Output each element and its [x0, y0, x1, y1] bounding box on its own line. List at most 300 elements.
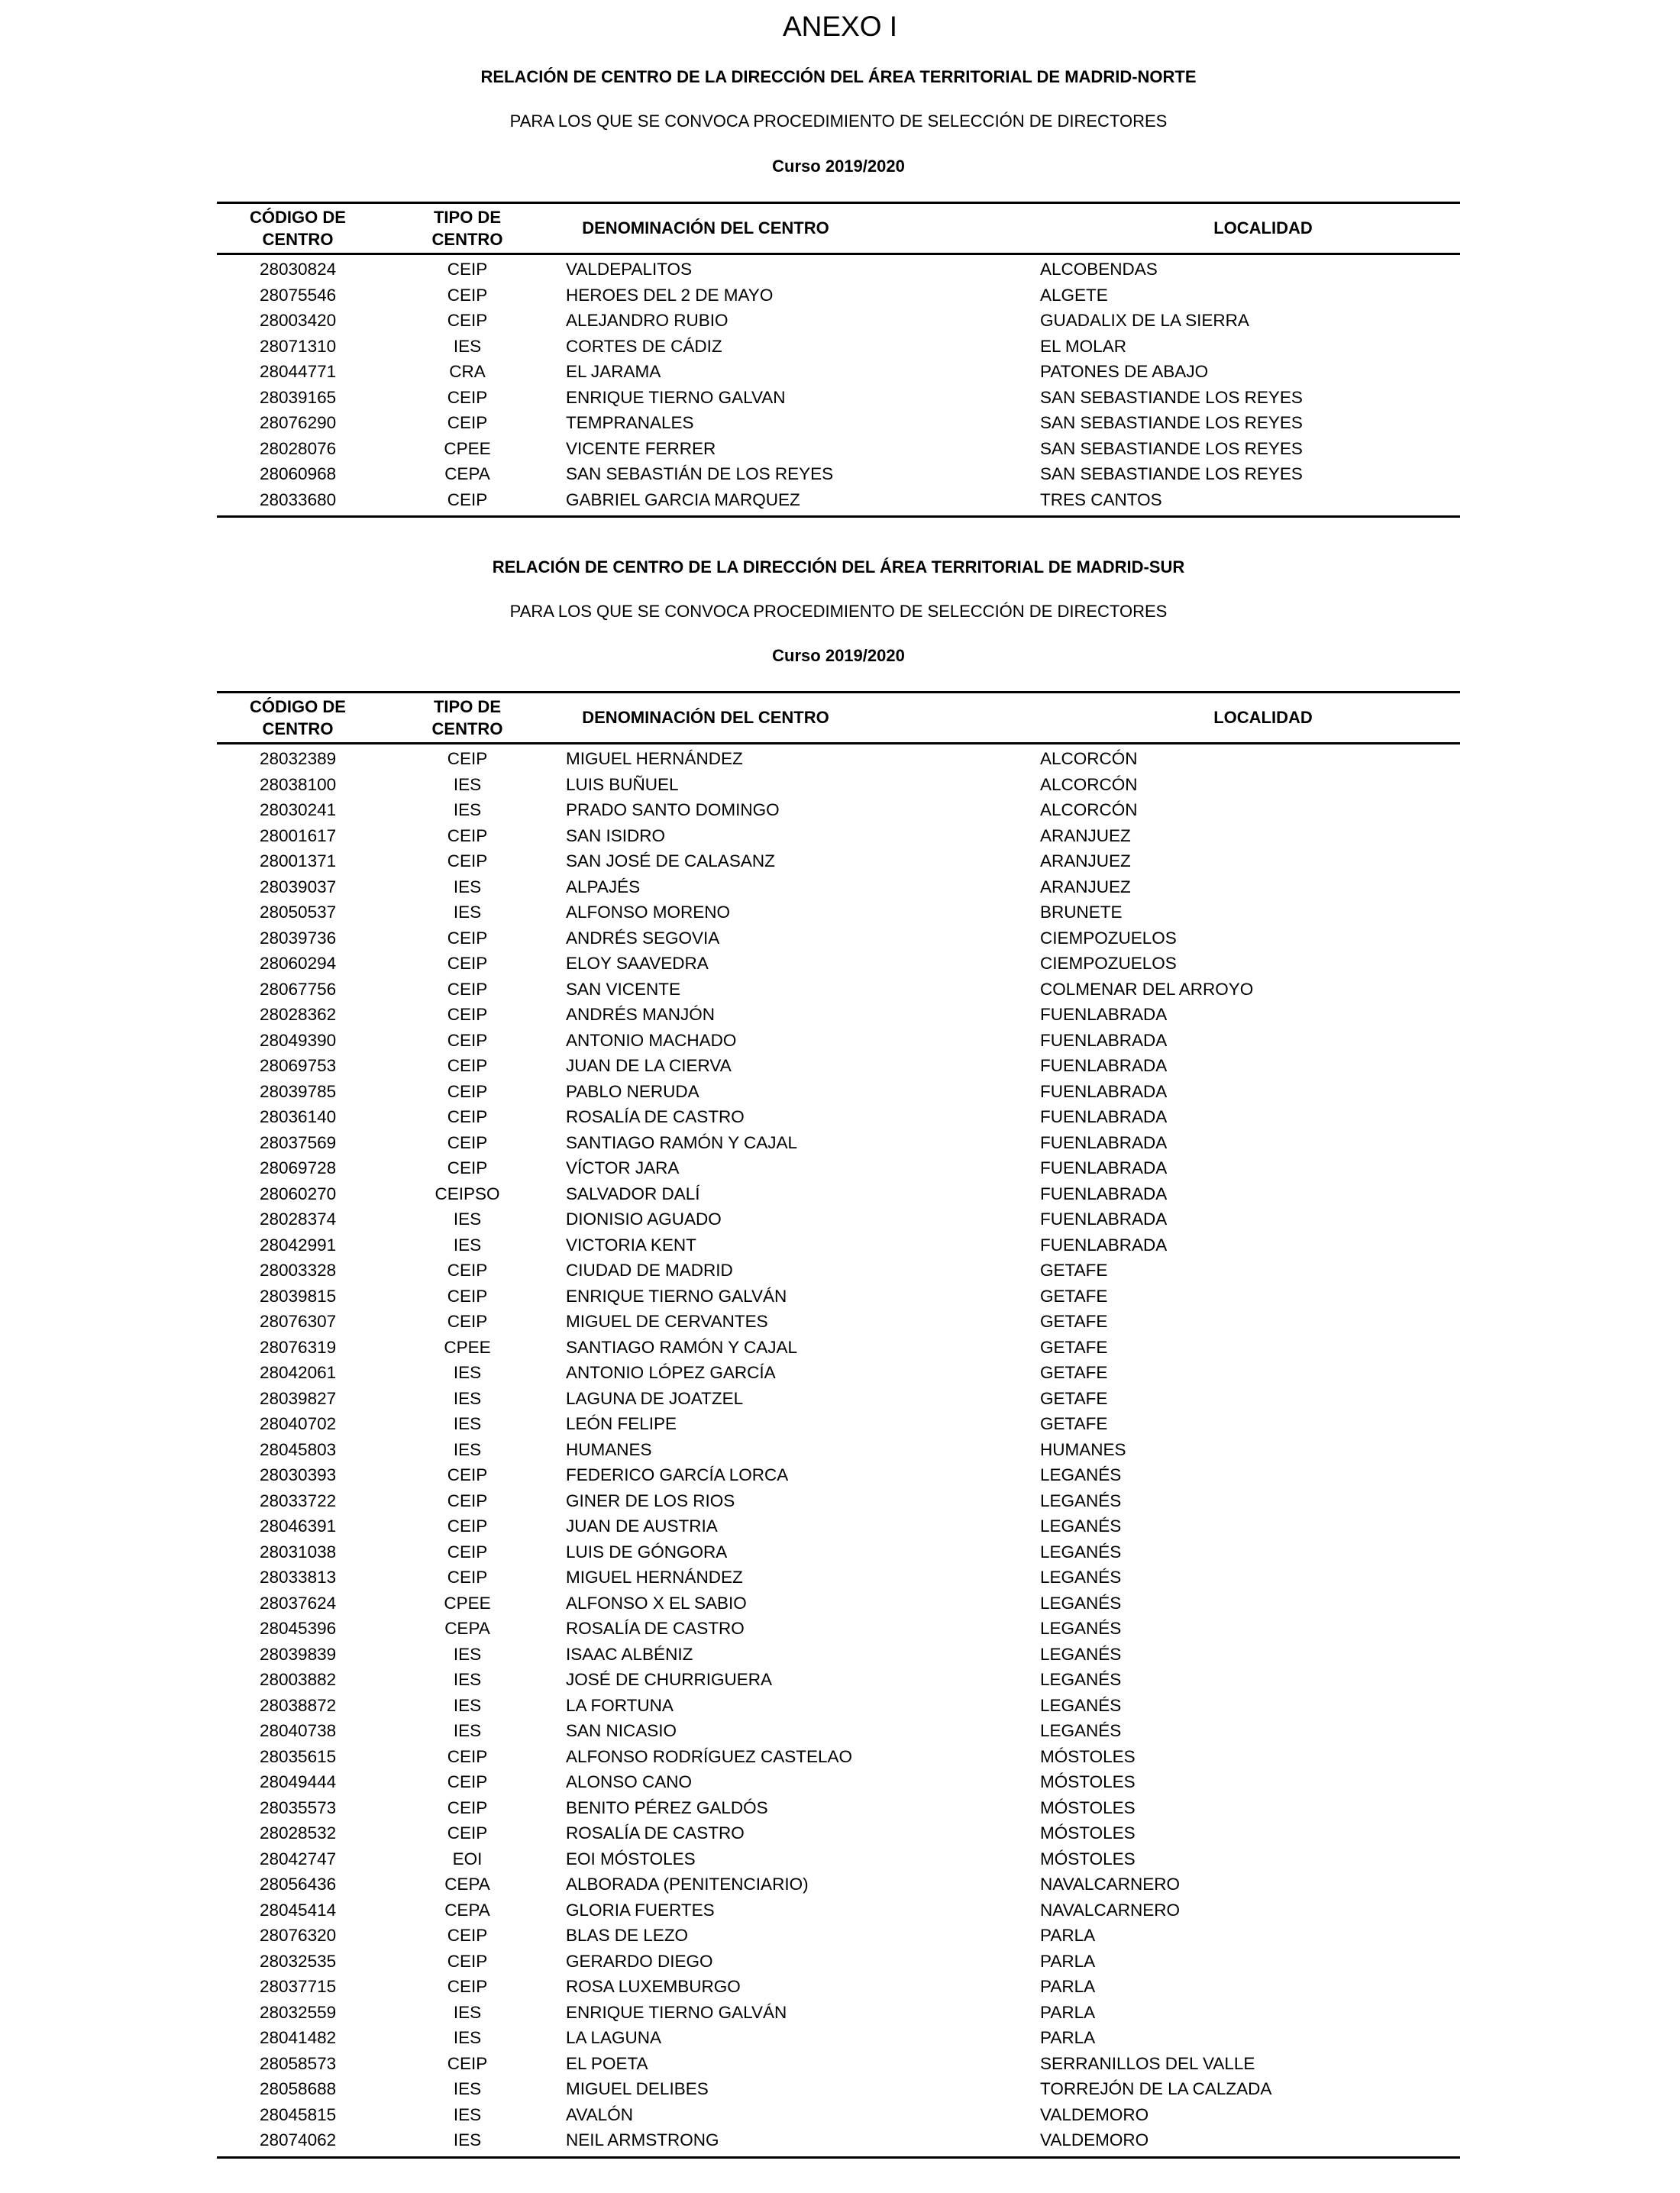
- cell-localidad: LEGANÉS: [1040, 1465, 1122, 1484]
- cell-localidad: ALGETE: [1040, 285, 1108, 305]
- cell-denominacion: HUMANES: [566, 1439, 652, 1459]
- table-row: [217, 334, 1460, 360]
- cell-tipo: CEIP: [447, 1542, 488, 1562]
- cell-denominacion: ENRIQUE TIERNO GALVAN: [566, 387, 786, 407]
- table-row: [217, 359, 1460, 385]
- cell-localidad: LEGANÉS: [1040, 1670, 1122, 1689]
- table-row: [217, 308, 1460, 334]
- table-row: [217, 385, 1460, 411]
- cell-tipo: CEIP: [447, 1951, 488, 1971]
- cell-codigo: 28039839: [260, 1644, 337, 1664]
- cell-codigo: 28032535: [260, 1951, 337, 1971]
- cell-denominacion: MIGUEL DE CERVANTES: [566, 1312, 768, 1331]
- table-row: [217, 1104, 1460, 1130]
- cell-tipo: IES: [453, 336, 482, 356]
- cell-localidad: ALCORCÓN: [1040, 774, 1138, 794]
- cell-denominacion: EL JARAMA: [566, 362, 661, 381]
- cell-codigo: 28049390: [260, 1030, 337, 1050]
- cell-tipo: IES: [453, 1414, 482, 1433]
- cell-codigo: 28074062: [260, 2130, 337, 2149]
- table-row: [217, 461, 1460, 487]
- cell-denominacion: ALFONSO RODRÍGUEZ CASTELAO: [566, 1746, 853, 1766]
- cell-denominacion: SAN ISIDRO: [566, 825, 666, 845]
- cell-localidad: COLMENAR DEL ARROYO: [1040, 979, 1254, 999]
- cell-tipo: CEIP: [447, 1286, 488, 1306]
- cell-denominacion: GINER DE LOS RIOS: [566, 1491, 735, 1510]
- cell-localidad: LEGANÉS: [1040, 1568, 1122, 1587]
- cell-codigo: 28003882: [260, 1670, 337, 1689]
- cell-localidad: GETAFE: [1040, 1388, 1108, 1408]
- cell-localidad: PARLA: [1040, 1977, 1096, 1996]
- cell-codigo: 28069753: [260, 1056, 337, 1075]
- cell-tipo: CEIP: [447, 2053, 488, 2073]
- centers-table-sur: [217, 691, 1460, 2159]
- cell-denominacion: ALONSO CANO: [566, 1772, 693, 1791]
- col-header-tipo: [414, 206, 521, 250]
- cell-codigo: 28039037: [260, 877, 337, 896]
- header-line: CENTRO: [431, 230, 503, 249]
- cell-localidad: ALCORCÓN: [1040, 749, 1138, 768]
- table-body: [217, 255, 1460, 515]
- cell-denominacion: SAN JOSÉ DE CALASANZ: [566, 851, 775, 870]
- table-body: [217, 744, 1460, 2156]
- cell-denominacion: JUAN DE LA CIERVA: [566, 1056, 732, 1075]
- cell-denominacion: SAN VICENTE: [566, 979, 681, 999]
- cell-codigo: 28071310: [260, 336, 337, 356]
- cell-localidad: GETAFE: [1040, 1261, 1108, 1280]
- table-row: [217, 1591, 1460, 1616]
- table-row: [217, 1616, 1460, 1642]
- cell-tipo: IES: [453, 1363, 482, 1382]
- table-row: [217, 977, 1460, 1003]
- cell-codigo: 28040738: [260, 1721, 337, 1740]
- cell-tipo: IES: [453, 903, 482, 922]
- cell-localidad: FUENLABRADA: [1040, 1235, 1168, 1255]
- cell-codigo: 28001371: [260, 851, 337, 870]
- cell-tipo: CEIPSO: [435, 1184, 500, 1203]
- table-row: [217, 1284, 1460, 1310]
- cell-denominacion: ALFONSO MORENO: [566, 903, 731, 922]
- cell-codigo: 28028532: [260, 1823, 337, 1843]
- section-subtitle: PARA LOS QUE SE CONVOCA PROCEDIMIENTO DE SELECCIÓN DE DIRECTORES: [509, 602, 1168, 621]
- cell-codigo: 28028374: [260, 1210, 337, 1229]
- cell-codigo: 28045396: [260, 1619, 337, 1638]
- table-row: [217, 436, 1460, 462]
- table-row: [217, 1462, 1460, 1488]
- cell-denominacion: ROSALÍA DE CASTRO: [566, 1823, 745, 1843]
- cell-tipo: CEIP: [447, 285, 488, 305]
- cell-localidad: PARLA: [1040, 2028, 1096, 2047]
- table-row: [217, 1386, 1460, 1412]
- section-heading: RELACIÓN DE CENTRO DE LA DIRECCIÓN DEL ÁREA TERRITORIAL DE MADRID-SUR: [492, 557, 1185, 577]
- table-row: [217, 1028, 1460, 1054]
- cell-denominacion: SANTIAGO RAMÓN Y CAJAL: [566, 1132, 797, 1152]
- col-header-denominacion: DENOMINACIÓN DEL CENTRO: [582, 218, 829, 237]
- cell-localidad: FUENLABRADA: [1040, 1056, 1168, 1075]
- cell-localidad: PARLA: [1040, 2002, 1096, 2022]
- cell-localidad: NAVALCARNERO: [1040, 1875, 1180, 1894]
- cell-localidad: ARANJUEZ: [1040, 825, 1131, 845]
- col-header-codigo: [244, 696, 351, 740]
- cell-denominacion: LAGUNA DE JOATZEL: [566, 1388, 744, 1408]
- cell-localidad: LEGANÉS: [1040, 1644, 1122, 1664]
- cell-localidad: TRES CANTOS: [1040, 489, 1162, 509]
- cell-codigo: 28069728: [260, 1158, 337, 1177]
- cell-denominacion: ALEJANDRO RUBIO: [566, 311, 729, 330]
- cell-tipo: CRA: [449, 362, 486, 381]
- cell-localidad: GETAFE: [1040, 1363, 1108, 1382]
- table-row: [217, 1974, 1460, 2000]
- cell-tipo: IES: [453, 1210, 482, 1229]
- cell-tipo: CEIP: [447, 1823, 488, 1843]
- table-row: [217, 2127, 1460, 2153]
- cell-codigo: 28030393: [260, 1465, 337, 1484]
- table-row: [217, 797, 1460, 823]
- cell-localidad: NAVALCARNERO: [1040, 1900, 1180, 1920]
- cell-tipo: CEPA: [444, 1900, 490, 1920]
- table-row: [217, 899, 1460, 925]
- cell-localidad: FUENLABRADA: [1040, 1184, 1168, 1203]
- cell-tipo: CEIP: [447, 413, 488, 432]
- table-row: [217, 951, 1460, 977]
- cell-localidad: ARANJUEZ: [1040, 851, 1131, 870]
- cell-tipo: IES: [453, 2028, 482, 2047]
- cell-denominacion: ALPAJÉS: [566, 877, 641, 896]
- cell-tipo: IES: [453, 1439, 482, 1459]
- cell-localidad: CIEMPOZUELOS: [1040, 954, 1177, 973]
- cell-codigo: 28056436: [260, 1875, 337, 1894]
- cell-localidad: ARANJUEZ: [1040, 877, 1131, 896]
- section-heading: RELACIÓN DE CENTRO DE LA DIRECCIÓN DEL ÁREA TERRITORIAL DE MADRID-NORTE: [480, 67, 1197, 86]
- section-subtitle: PARA LOS QUE SE CONVOCA PROCEDIMIENTO DE SELECCIÓN DE DIRECTORES: [509, 111, 1168, 131]
- cell-localidad: SAN SEBASTIANDE LOS REYES: [1040, 413, 1303, 432]
- cell-localidad: LEGANÉS: [1040, 1516, 1122, 1536]
- table-row: [217, 1206, 1460, 1232]
- cell-codigo: 28028362: [260, 1005, 337, 1024]
- cell-localidad: GUADALIX DE LA SIERRA: [1040, 311, 1249, 330]
- cell-codigo: 28067756: [260, 979, 337, 999]
- cell-tipo: CEIP: [447, 311, 488, 330]
- cell-denominacion: ROSALÍA DE CASTRO: [566, 1107, 745, 1126]
- cell-denominacion: DIONISIO AGUADO: [566, 1210, 722, 1229]
- cell-tipo: IES: [453, 2002, 482, 2022]
- cell-localidad: FUENLABRADA: [1040, 1210, 1168, 1229]
- cell-tipo: CPEE: [444, 438, 491, 458]
- table-row: [217, 1309, 1460, 1335]
- cell-localidad: ALCOBENDAS: [1040, 260, 1158, 279]
- cell-tipo: CEIP: [447, 1056, 488, 1075]
- cell-localidad: MÓSTOLES: [1040, 1772, 1136, 1791]
- cell-localidad: MÓSTOLES: [1040, 1797, 1136, 1817]
- header-line: CENTRO: [262, 230, 334, 249]
- cell-tipo: CEIP: [447, 1261, 488, 1280]
- cell-denominacion: JUAN DE AUSTRIA: [566, 1516, 718, 1536]
- table-row: [217, 1565, 1460, 1591]
- cell-codigo: 28001617: [260, 825, 337, 845]
- cell-tipo: IES: [453, 1388, 482, 1408]
- cell-denominacion: ELOY SAAVEDRA: [566, 954, 709, 973]
- cell-tipo: CEIP: [447, 1005, 488, 1024]
- cell-tipo: CEIP: [447, 1568, 488, 1587]
- cell-denominacion: VÍCTOR JARA: [566, 1158, 680, 1177]
- cell-denominacion: GABRIEL GARCIA MARQUEZ: [566, 489, 800, 509]
- cell-denominacion: FEDERICO GARCÍA LORCA: [566, 1465, 789, 1484]
- cell-denominacion: SANTIAGO RAMÓN Y CAJAL: [566, 1337, 797, 1357]
- cell-tipo: CEIP: [447, 1797, 488, 1817]
- table-row: [217, 1155, 1460, 1181]
- cell-codigo: 28028076: [260, 438, 337, 458]
- cell-denominacion: MIGUEL DELIBES: [566, 2079, 709, 2098]
- cell-codigo: 28042061: [260, 1363, 337, 1382]
- cell-codigo: 28033680: [260, 489, 337, 509]
- table-row: [217, 1693, 1460, 1719]
- cell-tipo: IES: [453, 1721, 482, 1740]
- cell-denominacion: PABLO NERUDA: [566, 1081, 699, 1101]
- cell-codigo: 28045414: [260, 1900, 337, 1920]
- cell-codigo: 28039827: [260, 1388, 337, 1408]
- cell-tipo: CPEE: [444, 1337, 491, 1357]
- cell-tipo: CEIP: [447, 928, 488, 948]
- cell-localidad: FUENLABRADA: [1040, 1158, 1168, 1177]
- cell-denominacion: LA LAGUNA: [566, 2028, 662, 2047]
- cell-tipo: CEPA: [444, 1619, 490, 1638]
- cell-localidad: HUMANES: [1040, 1439, 1126, 1459]
- cell-codigo: 28076290: [260, 413, 337, 432]
- cell-denominacion: LUIS BUÑUEL: [566, 774, 679, 794]
- cell-localidad: GETAFE: [1040, 1337, 1108, 1357]
- cell-tipo: CEIP: [447, 851, 488, 870]
- cell-denominacion: EL POETA: [566, 2053, 648, 2073]
- cell-codigo: 28033813: [260, 1568, 337, 1587]
- cell-localidad: GETAFE: [1040, 1286, 1108, 1306]
- cell-codigo: 28058573: [260, 2053, 337, 2073]
- header-line: CENTRO: [262, 719, 334, 738]
- cell-denominacion: BLAS DE LEZO: [566, 1926, 689, 1945]
- table-row: [217, 1488, 1460, 1514]
- cell-tipo: CEPA: [444, 464, 490, 483]
- cell-denominacion: VICTORIA KENT: [566, 1235, 696, 1255]
- cell-denominacion: CORTES DE CÁDIZ: [566, 336, 722, 356]
- cell-localidad: PARLA: [1040, 1926, 1096, 1945]
- cell-codigo: 28076307: [260, 1312, 337, 1331]
- cell-tipo: IES: [453, 2079, 482, 2098]
- cell-codigo: 28045803: [260, 1439, 337, 1459]
- cell-denominacion: AVALÓN: [566, 2104, 633, 2124]
- cell-denominacion: HEROES DEL 2 DE MAYO: [566, 285, 774, 305]
- cell-denominacion: ALFONSO X EL SABIO: [566, 1593, 747, 1613]
- cell-localidad: MÓSTOLES: [1040, 1823, 1136, 1843]
- cell-codigo: 28075546: [260, 285, 337, 305]
- cell-denominacion: LEÓN FELIPE: [566, 1414, 677, 1433]
- cell-tipo: EOI: [452, 1849, 483, 1868]
- cell-codigo: 28039736: [260, 928, 337, 948]
- cell-codigo: 28032389: [260, 749, 337, 768]
- cell-tipo: CEIP: [447, 1772, 488, 1791]
- table-row: [217, 1718, 1460, 1744]
- cell-codigo: 28035573: [260, 1797, 337, 1817]
- table-row: [217, 2102, 1460, 2128]
- table-row: [217, 1232, 1460, 1258]
- cell-codigo: 28060270: [260, 1184, 337, 1203]
- cell-denominacion: ANDRÉS SEGOVIA: [566, 928, 720, 948]
- cell-tipo: CEIP: [447, 1977, 488, 1996]
- cell-localidad: TORREJÓN DE LA CALZADA: [1040, 2079, 1272, 2098]
- cell-codigo: 28049444: [260, 1772, 337, 1791]
- cell-codigo: 28038872: [260, 1695, 337, 1715]
- table-row: [217, 874, 1460, 900]
- cell-tipo: IES: [453, 774, 482, 794]
- cell-localidad: LEGANÉS: [1040, 1695, 1122, 1715]
- cell-denominacion: MIGUEL HERNÁNDEZ: [566, 1568, 743, 1587]
- table-row: [217, 772, 1460, 798]
- cell-tipo: CEIP: [447, 387, 488, 407]
- table-row: [217, 1846, 1460, 1872]
- header-line: CÓDIGO DE: [250, 697, 346, 716]
- table-row: [217, 1769, 1460, 1795]
- table-row: [217, 2000, 1460, 2026]
- table-row: [217, 1744, 1460, 1770]
- cell-localidad: SAN SEBASTIANDE LOS REYES: [1040, 438, 1303, 458]
- col-header-denominacion: DENOMINACIÓN DEL CENTRO: [582, 708, 829, 727]
- cell-denominacion: LUIS DE GÓNGORA: [566, 1542, 728, 1562]
- table-row: [217, 1411, 1460, 1437]
- table-row: [217, 1820, 1460, 1846]
- cell-denominacion: EOI MÓSTOLES: [566, 1849, 696, 1868]
- table-row: [217, 925, 1460, 951]
- cell-denominacion: ENRIQUE TIERNO GALVÁN: [566, 1286, 787, 1306]
- header-line: TIPO DE: [433, 697, 501, 716]
- cell-localidad: SAN SEBASTIANDE LOS REYES: [1040, 387, 1303, 407]
- cell-localidad: SAN SEBASTIANDE LOS REYES: [1040, 464, 1303, 483]
- cell-tipo: CEIP: [447, 1030, 488, 1050]
- cell-tipo: CEIP: [447, 954, 488, 973]
- cell-codigo: 28060294: [260, 954, 337, 973]
- cell-tipo: CEPA: [444, 1875, 490, 1894]
- table-row: [217, 823, 1460, 849]
- cell-localidad: PARLA: [1040, 1951, 1096, 1971]
- cell-codigo: 28003420: [260, 311, 337, 330]
- cell-codigo: 28042747: [260, 1849, 337, 1868]
- cell-localidad: MÓSTOLES: [1040, 1746, 1136, 1766]
- centers-table-norte: [217, 202, 1460, 518]
- cell-denominacion: SALVADOR DALÍ: [566, 1184, 700, 1203]
- cell-localidad: FUENLABRADA: [1040, 1081, 1168, 1101]
- cell-codigo: 28046391: [260, 1516, 337, 1536]
- col-header-localidad: LOCALIDAD: [1213, 218, 1313, 237]
- cell-codigo: 28030824: [260, 260, 337, 279]
- section-course: Curso 2019/2020: [772, 157, 905, 176]
- cell-tipo: IES: [453, 2104, 482, 2124]
- document-title: ANEXO I: [782, 11, 898, 42]
- cell-tipo: CEIP: [447, 260, 488, 279]
- table-row: [217, 487, 1460, 513]
- table-row: [217, 283, 1460, 308]
- cell-codigo: 28044771: [260, 362, 337, 381]
- table-row: [217, 1795, 1460, 1821]
- cell-codigo: 28041482: [260, 2028, 337, 2047]
- cell-tipo: CPEE: [444, 1593, 491, 1613]
- table-row: [217, 848, 1460, 874]
- table-row: [217, 1258, 1460, 1284]
- table-row: [217, 1897, 1460, 1923]
- table-row: [217, 746, 1460, 772]
- cell-tipo: CEIP: [447, 1107, 488, 1126]
- cell-codigo: 28045815: [260, 2104, 337, 2124]
- cell-denominacion: MIGUEL HERNÁNDEZ: [566, 749, 743, 768]
- table-row: [217, 1053, 1460, 1079]
- cell-localidad: GETAFE: [1040, 1414, 1108, 1433]
- cell-tipo: CEIP: [447, 979, 488, 999]
- cell-tipo: CEIP: [447, 1746, 488, 1766]
- cell-tipo: CEIP: [447, 1516, 488, 1536]
- cell-tipo: CEIP: [447, 749, 488, 768]
- cell-localidad: SERRANILLOS DEL VALLE: [1040, 2053, 1255, 2073]
- cell-localidad: LEGANÉS: [1040, 1593, 1122, 1613]
- table-row: [217, 1437, 1460, 1463]
- header-line: CENTRO: [431, 719, 503, 738]
- cell-tipo: CEIP: [447, 489, 488, 509]
- cell-tipo: CEIP: [447, 825, 488, 845]
- table-row: [217, 1872, 1460, 1897]
- table-row: [217, 1130, 1460, 1156]
- cell-tipo: CEIP: [447, 1312, 488, 1331]
- cell-localidad: FUENLABRADA: [1040, 1107, 1168, 1126]
- table-row: [217, 257, 1460, 283]
- cell-codigo: 28030241: [260, 800, 337, 819]
- cell-tipo: IES: [453, 1644, 482, 1664]
- cell-codigo: 28003328: [260, 1261, 337, 1280]
- table-row: [217, 1539, 1460, 1565]
- cell-localidad: VALDEMORO: [1040, 2130, 1149, 2149]
- cell-codigo: 28050537: [260, 903, 337, 922]
- cell-localidad: LEGANÉS: [1040, 1619, 1122, 1638]
- table-row: [217, 2025, 1460, 2051]
- cell-codigo: 28035615: [260, 1746, 337, 1766]
- table-row: [217, 1181, 1460, 1207]
- cell-tipo: CEIP: [447, 1926, 488, 1945]
- cell-codigo: 28039165: [260, 387, 337, 407]
- cell-codigo: 28039815: [260, 1286, 337, 1306]
- cell-codigo: 28058688: [260, 2079, 337, 2098]
- cell-codigo: 28076320: [260, 1926, 337, 1945]
- table-header: [217, 693, 1460, 744]
- cell-localidad: LEGANÉS: [1040, 1542, 1122, 1562]
- cell-codigo: 28031038: [260, 1542, 337, 1562]
- cell-denominacion: GLORIA FUERTES: [566, 1900, 715, 1920]
- cell-localidad: VALDEMORO: [1040, 2104, 1149, 2124]
- table-row: [217, 1642, 1460, 1668]
- cell-denominacion: ROSALÍA DE CASTRO: [566, 1619, 745, 1638]
- col-header-codigo: [244, 206, 351, 250]
- cell-localidad: LEGANÉS: [1040, 1491, 1122, 1510]
- cell-tipo: IES: [453, 1670, 482, 1689]
- cell-denominacion: TEMPRANALES: [566, 413, 694, 432]
- cell-codigo: 28042991: [260, 1235, 337, 1255]
- table-header: [217, 204, 1460, 255]
- cell-codigo: 28032559: [260, 2002, 337, 2022]
- table-row: [217, 1335, 1460, 1361]
- cell-tipo: CEIP: [447, 1491, 488, 1510]
- cell-localidad: EL MOLAR: [1040, 336, 1126, 356]
- cell-codigo: 28037715: [260, 1977, 337, 1996]
- cell-localidad: FUENLABRADA: [1040, 1005, 1168, 1024]
- cell-localidad: FUENLABRADA: [1040, 1132, 1168, 1152]
- cell-denominacion: BENITO PÉREZ GALDÓS: [566, 1797, 768, 1817]
- cell-tipo: CEIP: [447, 1465, 488, 1484]
- cell-codigo: 28037569: [260, 1132, 337, 1152]
- cell-denominacion: ROSA LUXEMBURGO: [566, 1977, 741, 1996]
- cell-tipo: IES: [453, 2130, 482, 2149]
